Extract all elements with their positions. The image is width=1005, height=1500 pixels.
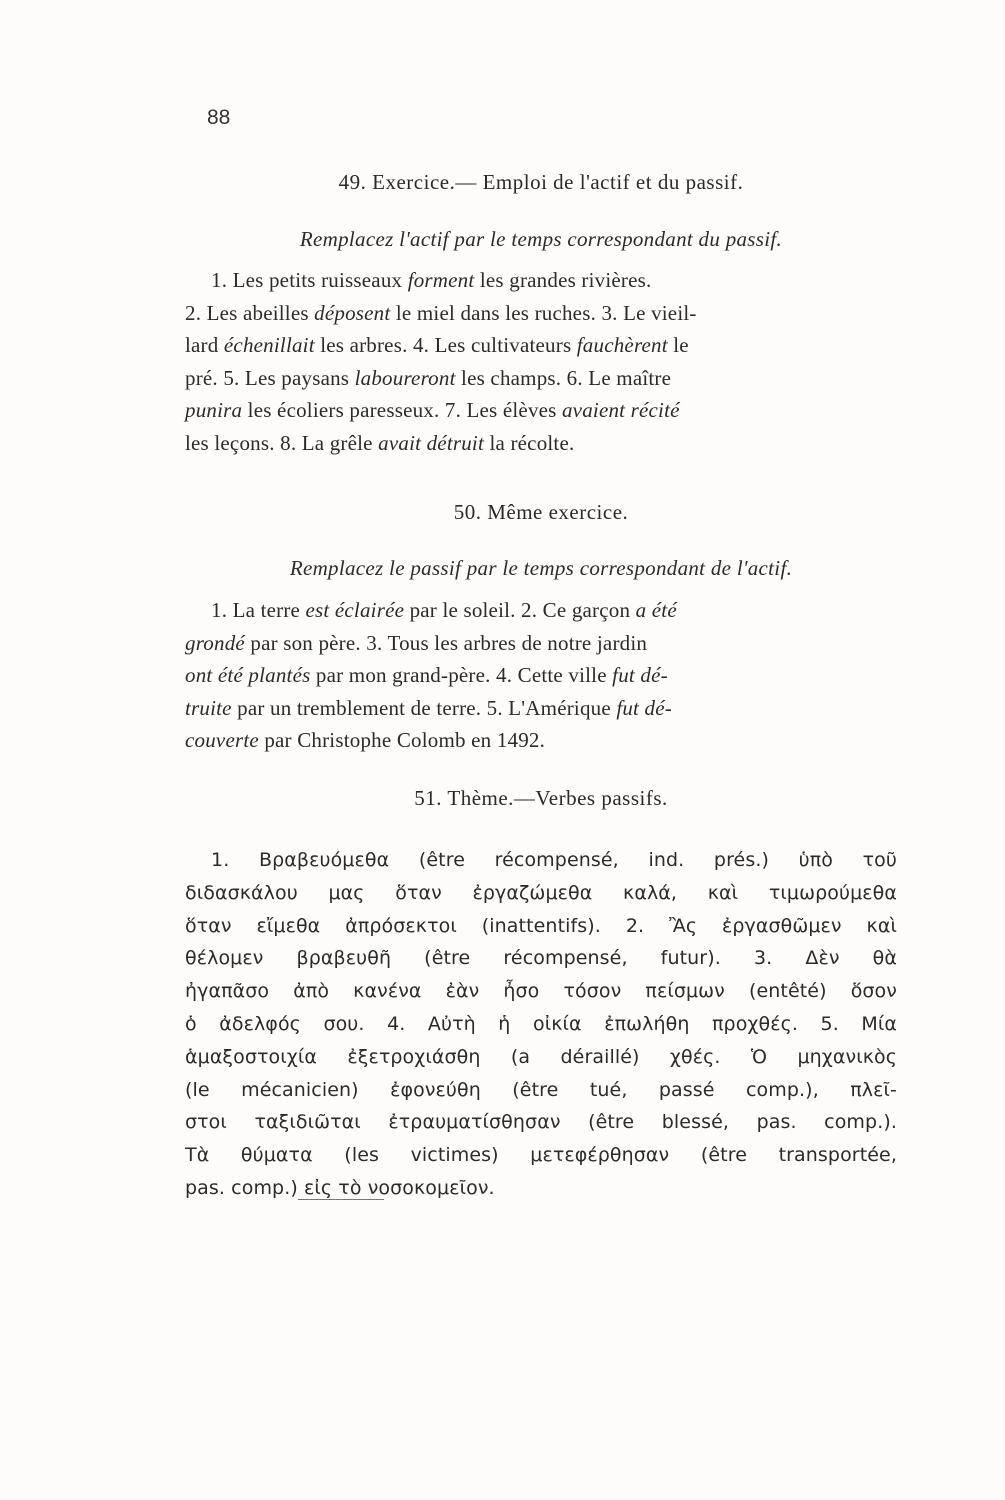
text-line [185,594,897,627]
text-line [185,297,897,330]
italic-verb: punira [185,398,243,422]
text-line [185,264,897,297]
text-segment: le [667,333,689,357]
italic-verb: est éclairée [305,598,405,622]
greek-line: διδασκάλου μας ὅταν ἐργαζώμεθα καλά, καὶ τιμωρούμεθα [185,881,897,904]
text-segment: 2. Les abeilles [185,300,315,325]
greek-line: θέλομεν βραβευθῆ (être récompensé, futur). 3. Δὲν θὰ [185,947,897,970]
text-line [185,362,897,395]
greek-line: ὅταν εἴμεθα ἀπρόσεκτοι (inattentifs). 2. Ἂς ἐργασθῶμεν καὶ [185,914,897,937]
italic-verb: fut dé- [616,695,672,720]
text-segment: par mon grand-père. 4. Cette ville [310,663,613,687]
italic-verb: grondé [185,630,245,655]
exercise-51-text [185,844,897,1205]
greek-line: ὁ ἀδελφός σου. 4. Αὐτὴ ἡ οἰκία ἐπωλήθη προχθές. 5. Μία [185,1012,897,1035]
exercise-51-title: 51. Thème.—Verbes passifs. [414,786,668,810]
exercise-49-text [185,264,897,459]
text-line [185,427,897,460]
text-segment: la récolte. [484,430,575,455]
text-line [185,659,897,692]
italic-verb: avait détruit [378,430,484,455]
greek-line: ἠγαπᾶσο ἀπὸ κανένα ἐὰν ἦσο τόσον πείσμων (entêté) ὅσον [185,980,897,1003]
text-segment: par Christophe Colomb en 1492. [258,728,546,752]
text-line [185,329,897,362]
italic-verb: fauchèrent [576,333,668,357]
section-divider [298,1199,384,1200]
text-segment: par le soleil. 2. Ce garçon [404,598,636,622]
text-segment: le miel dans les ruches. 3. Le vieil- [390,300,697,325]
italic-verb: couverte [185,728,259,752]
page-number: 88 [207,106,231,129]
text-segment: 1. La terre [211,598,306,622]
italic-verb: déposent [314,300,391,325]
exercise-49-title: 49. Exercice.— Emploi de l'actif et du passif. [338,170,744,194]
italic-verb: truite [185,695,232,720]
text-segment: lard [185,333,224,357]
greek-line: pas. comp.) εἰς τὸ νοσοκομεῖον. [185,1176,495,1199]
italic-verb: avaient récité [561,398,680,422]
italic-verb: fut dé- [612,663,668,687]
text-line [185,627,897,660]
text-line [185,692,897,725]
greek-line: 1. Βραβευόμεθα (être récompensé, ind. prés.) ὑπὸ τοῦ [211,849,897,871]
italic-verb: a été [635,598,677,622]
greek-line: ἁμαξοστοιχία ἐξετροχιάσθη (a déraillé) χθές. Ὁ μηχανικὸς [185,1045,897,1068]
greek-line: στοι ταξιδιῶται ἐτραυματίσθησαν (être blessé, pas. comp.). [185,1111,897,1134]
exercise-50-text [185,594,897,757]
text-segment: les grandes rivières. [474,268,652,292]
text-segment: par un tremblement de terre. 5. L'Amérique [231,695,617,720]
text-segment: pré. 5. Les paysans [185,365,355,390]
text-line [185,394,897,427]
text-segment: par son père. 3. Tous les arbres de notre jardin [244,630,648,655]
text-segment: 1. Les petits ruisseaux [211,268,408,292]
text-line [185,724,897,757]
text-segment: les champs. 6. Le maître [455,365,672,390]
greek-line: Τὰ θύματα (les victimes) μετεφέρθησαν (être transportée, [185,1144,897,1167]
greek-line: (le mécanicien) ἐφονεύθη (être tué, passé comp.), πλεῖ- [185,1078,897,1101]
text-segment: les arbres. 4. Les cultivateurs [314,333,577,357]
italic-verb: forment [407,268,475,292]
italic-verb: échenillait [223,333,315,357]
exercise-50-title: 50. Même exercice. [453,500,629,524]
text-segment: les leçons. 8. La grêle [185,430,379,455]
italic-verb: laboureront [354,365,456,390]
text-segment: les écoliers paresseux. 7. Les élèves [242,398,562,422]
exercise-50-instruction: Remplacez le passif par le temps correspondant de l'actif. [289,556,793,580]
exercise-49-instruction: Remplacez l'actif par le temps correspondant du passif. [299,227,783,251]
italic-verb: ont été plantés [185,663,311,687]
